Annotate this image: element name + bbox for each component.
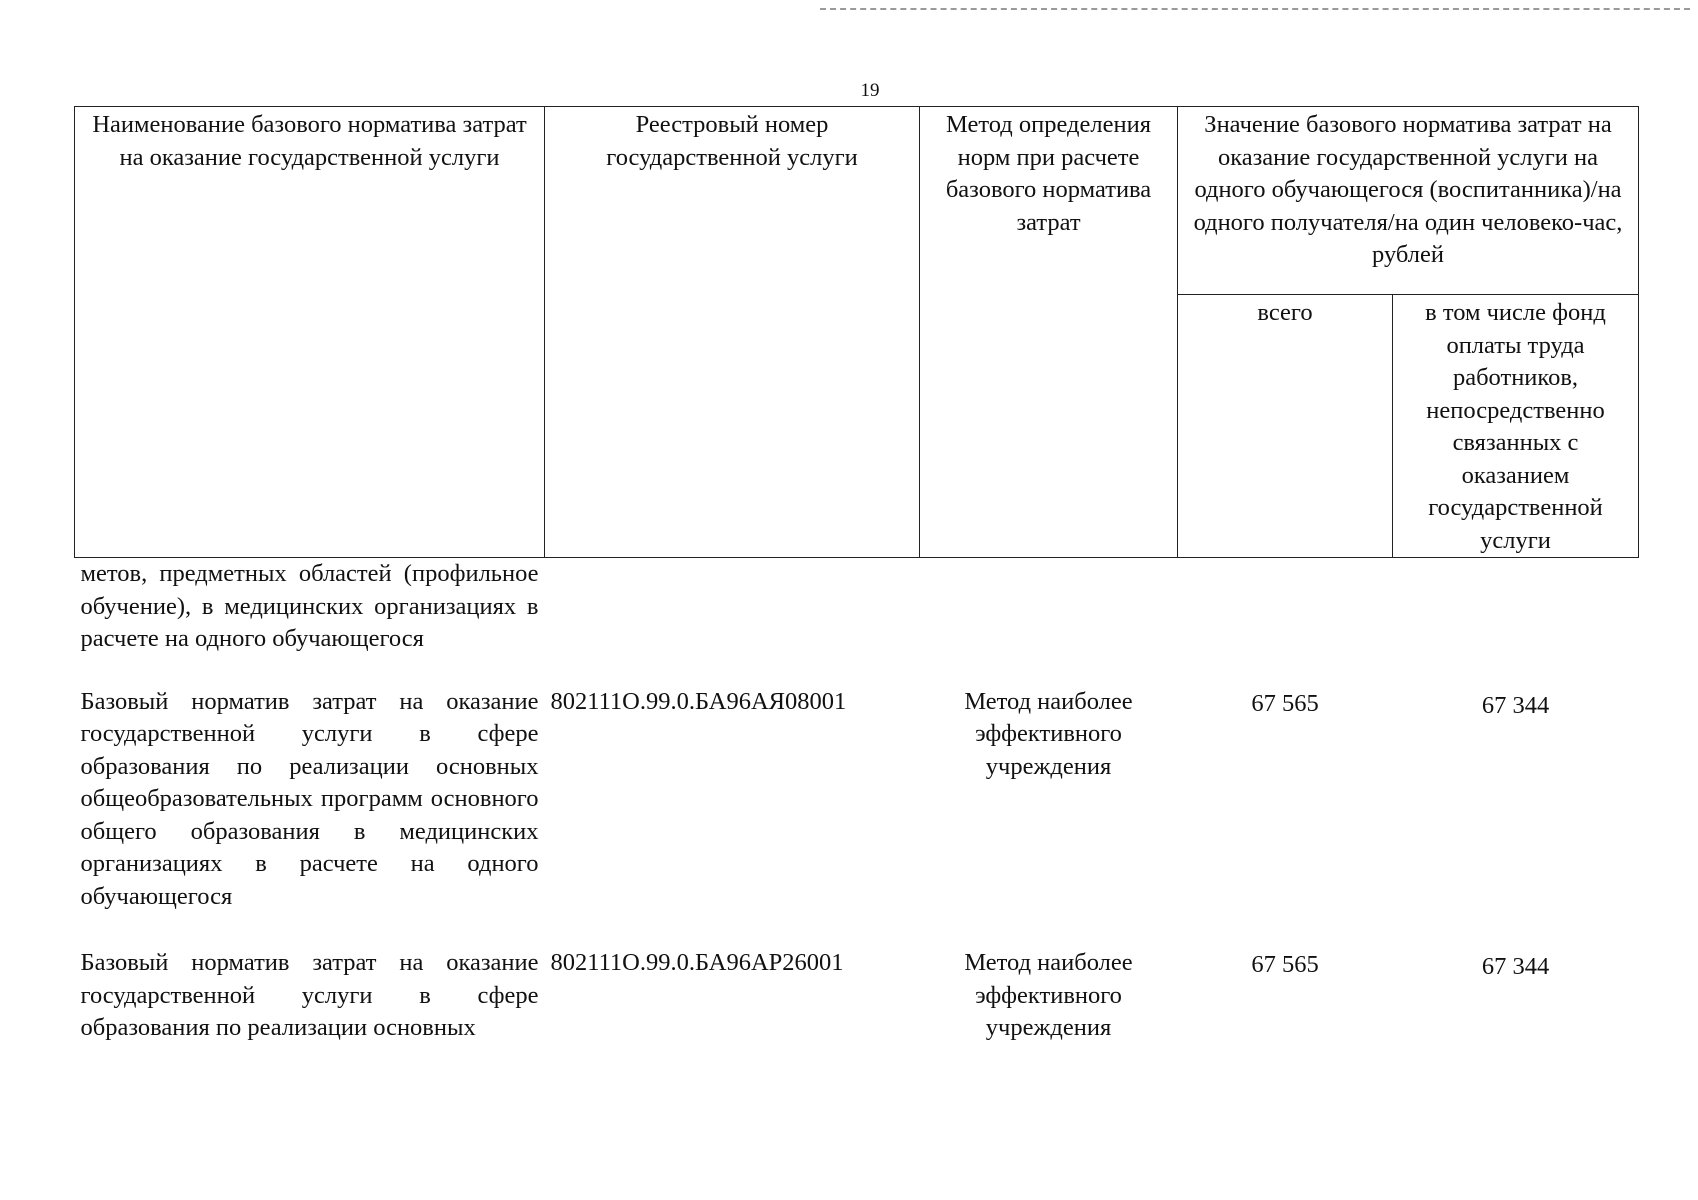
row-method: Метод наиболее эффективного учреждения bbox=[964, 687, 1133, 780]
table-row bbox=[75, 686, 1639, 948]
header-total: всего bbox=[1178, 295, 1393, 558]
row-code: 802111О.99.0.БА96АР26001 bbox=[550, 949, 844, 976]
header-wage-fund: в том числе фонд оплаты труда работников, непосредственно связанных с оказанием государственной услуги bbox=[1393, 295, 1639, 558]
top-dashed-line bbox=[820, 8, 1690, 10]
header-registry-number: Реестровый номер государственной услуги bbox=[545, 107, 920, 558]
header-method: Метод определения норм при расчете базового норматива затрат bbox=[920, 107, 1178, 558]
row-method: Метод наиболее эффективного учреждения bbox=[964, 949, 1133, 1041]
continuation-text: метов, предметных областей (профильное обучение), в медицинских организациях в расчете на одного обучающегося bbox=[80, 560, 539, 652]
row-total: 67 565 bbox=[1251, 951, 1319, 978]
row-name: Базовый норматив затрат на оказание государственной услуги в сфере образования по реализации основных bbox=[80, 949, 539, 1041]
row-total: 67 565 bbox=[1251, 689, 1319, 717]
norms-table bbox=[74, 106, 1639, 1079]
row-name: Базовый норматив затрат на оказание государственной услуги в сфере образования по реализации основных общеобразовательных программ основного общего образования в медицинских организациях в расчете на одного обучающегося bbox=[80, 687, 539, 910]
row-code: 802111О.99.0.БА96АЯ08001 bbox=[550, 687, 847, 715]
header-name: Наименование базового норматива затрат на оказание государственной услуги bbox=[75, 107, 545, 558]
page-number: 19 bbox=[860, 80, 880, 101]
header-value: Значение базового норматива затрат на оказание государственной услуги на одного обучающегося (воспитанника)/на одного получателя/на один человеко-час, рублей bbox=[1178, 107, 1639, 295]
row-wage-fund: 67 344 bbox=[1481, 953, 1550, 980]
table-row bbox=[75, 947, 1639, 1079]
row-wage-fund: 67 344 bbox=[1481, 691, 1550, 719]
table-row bbox=[75, 558, 1639, 686]
